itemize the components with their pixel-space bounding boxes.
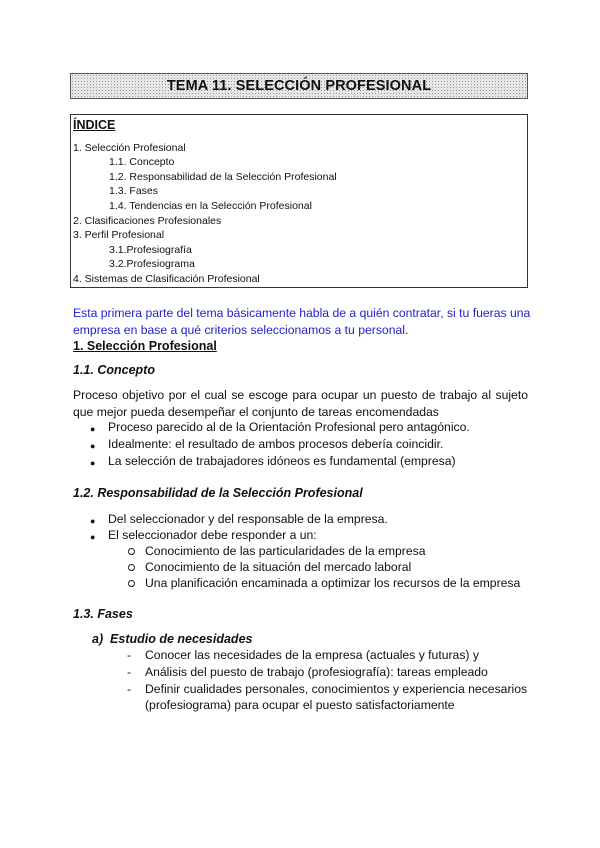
- list-item: El seleccionador debe responder a un:: [108, 528, 317, 542]
- document-title: TEMA 11. SELECCIÓN PROFESIONAL: [166, 78, 432, 94]
- circle-bullet-icon: [128, 548, 135, 555]
- section-heading: 1. Selección Profesional: [73, 339, 217, 353]
- phase-item: Definir cualidades personales, conocimientos y experiencia necesarios: [145, 682, 528, 696]
- subsection-heading-fases: 1.3. Fases: [73, 607, 133, 621]
- subsection-heading-concepto: 1.1. Concepto: [73, 363, 155, 377]
- index-item: 1.4. Tendencias en la Selección Profesional: [109, 200, 312, 212]
- list-item: La selección de trabajadores idóneos es fundamental (empresa): [108, 454, 456, 468]
- bullet-icon: ●: [90, 458, 96, 468]
- phase-item-continuation: (profesiograma) para ocupar el puesto satisfactoriamente: [145, 698, 455, 712]
- intro-paragraph: Esta primera parte del tema básicamente habla de a quién contratar, si tu fueras una empresa en base a qué criterios seleccionamos a tu personal.: [73, 306, 531, 337]
- index-item: 1.3. Fases: [109, 185, 159, 197]
- index-heading: ÍNDICE: [73, 118, 116, 132]
- index-item: 1.1. Concepto: [109, 156, 175, 168]
- phase-heading: a) Estudio de necesidades: [92, 632, 253, 646]
- index-item: 2. Clasificaciones Profesionales: [73, 215, 222, 227]
- bullet-icon: ●: [90, 532, 96, 542]
- dash-bullet-icon: -: [127, 682, 132, 696]
- index-item: 3.1.Profesiografía: [109, 244, 192, 256]
- dash-bullet-icon: -: [127, 665, 132, 679]
- index-item: 3. Perfil Profesional: [73, 229, 165, 241]
- sub-list-item: Conocimiento de las particularidades de la empresa: [145, 544, 426, 558]
- bullet-icon: ●: [90, 516, 96, 526]
- list-item: Proceso parecido al de la Orientación Profesional pero antagónico.: [108, 420, 470, 434]
- bullet-icon: ●: [90, 424, 96, 434]
- dash-bullet-icon: -: [127, 648, 132, 662]
- document-title-box: [70, 73, 528, 99]
- sub-list-item: Conocimiento de la situación del mercado laboral: [145, 560, 412, 574]
- subsection-heading-responsabilidad: 1.2. Responsabilidad de la Selección Profesional: [73, 486, 363, 500]
- list-item: Del seleccionador y del responsable de la empresa.: [108, 512, 388, 526]
- concept-paragraph: Proceso objetivo por el cual se escoge para ocupar un puesto de trabajo al sujeto que mejor pueda desempeñar el conjunto de tareas encomendadas: [73, 388, 528, 419]
- index-item: 1.2. Responsabilidad de la Selección Profesional: [109, 171, 337, 183]
- index-item: 4. Sistemas de Clasificación Profesional: [73, 273, 260, 285]
- phase-item: Conocer las necesidades de la empresa (actuales y futuras) y: [145, 648, 479, 662]
- index-box: [70, 114, 528, 288]
- index-item: 1. Selección Profesional: [73, 142, 186, 154]
- phase-item: Análisis del puesto de trabajo (profesiografía): tareas empleado: [145, 665, 488, 679]
- bullet-icon: ●: [90, 441, 96, 451]
- list-item: Idealmente: el resultado de ambos procesos debería coincidir.: [108, 437, 444, 451]
- circle-bullet-icon: [128, 580, 135, 587]
- sub-list-item: Una planificación encaminada a optimizar los recursos de la empresa: [145, 576, 521, 590]
- index-item: 3.2.Profesiograma: [109, 258, 195, 270]
- circle-bullet-icon: [128, 564, 135, 571]
